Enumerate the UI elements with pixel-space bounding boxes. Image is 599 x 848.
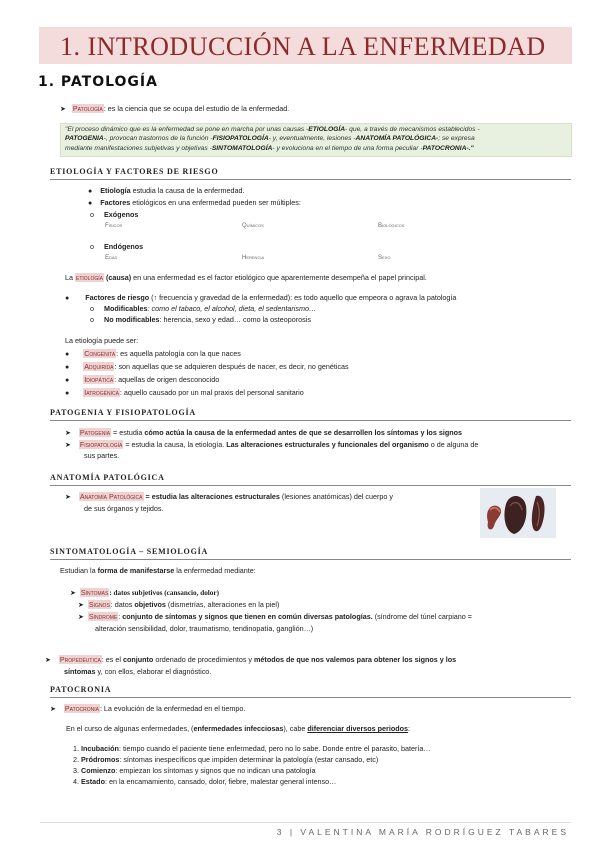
sub-endogenos — [90, 242, 143, 252]
pathology-specimen-image — [480, 488, 556, 538]
quote-text: "El proceso dinámico que es la enfermedad se pone en marcha por unas causas - — [65, 126, 309, 133]
exogenos-item: Biológicos — [378, 223, 405, 229]
term: Congénita — [84, 349, 116, 358]
patogenia-item — [65, 428, 462, 438]
sub-exogenos — [90, 210, 138, 220]
section-etiologia: ETIOLOGÍA Y FACTORES DE RIESGO — [50, 167, 571, 180]
text: = estudia la causa, la etiología. — [123, 440, 227, 449]
text: (lesiones anatómicas) del cuerpo y — [279, 492, 393, 501]
quote-box — [60, 123, 572, 157]
bold-text: = estudia las alteraciones estructurales — [143, 492, 280, 501]
list-number: 3. — [73, 766, 79, 776]
periods-list — [73, 743, 431, 788]
text: y, con ellos, elaborar el diagnóstico. — [95, 667, 212, 676]
list-item — [65, 387, 349, 400]
arrow-bullet-icon: ➤ — [65, 442, 71, 449]
quote-term: FISIOPATOLOGÍA — [212, 135, 269, 143]
text: : datos — [110, 600, 135, 609]
text: Estudian la — [60, 566, 98, 575]
arrow-bullet-icon: ➤ — [60, 106, 66, 113]
quote-text: -, provocan trastornos de la función - — [103, 135, 213, 143]
bold-text: forma de manifestarse — [97, 566, 175, 575]
text: etiológicos en una enfermedad pueden ser múltiples: — [130, 198, 301, 207]
bold-text: conjunto — [122, 655, 154, 664]
sindrome-line2: alteración sensibilidad, dolor, traumatismo, tendinopatía, ganglión…) — [95, 624, 314, 633]
text: : en la encamamiento, cansado, dolor, fiebre, malestar general intenso… — [104, 777, 337, 787]
patocronia-intro — [66, 724, 410, 734]
arrow-bullet-icon: ➤ — [50, 706, 56, 713]
bold-text: Etiología — [100, 186, 131, 195]
list-item — [73, 754, 431, 765]
text: ), cabe — [283, 724, 308, 733]
list-item — [73, 743, 431, 754]
text: : empiezan los síntomas y signos que no indican una patología — [115, 766, 316, 776]
text: : herencia, sexo y edad… como la osteoporosis — [159, 315, 311, 324]
bold-text: Estado — [81, 777, 105, 787]
quote-term: ANATOMÍA PATOLÓGICA- — [355, 135, 439, 143]
bullet-icon: ● — [65, 295, 70, 302]
bold-text: conjunto de síntomas y signos que tienen en común diversas patologías. — [122, 612, 373, 621]
sub-no-modificables — [90, 315, 311, 325]
quote-text: - y, eventualmente, lesiones - — [268, 135, 356, 143]
bold-text: (causa) — [103, 273, 132, 282]
sub-modificables — [90, 304, 316, 314]
propedeutica-line2 — [64, 667, 211, 677]
bullet-factores — [88, 198, 301, 208]
bullet-icon: ● — [88, 200, 93, 207]
circle-bullet-icon: o — [90, 315, 94, 324]
circle-bullet-icon: o — [90, 304, 94, 313]
list-item — [65, 361, 349, 374]
bold-text: Endógenos — [104, 242, 144, 251]
text: : son aquellas que se adquieren después de nacer, es decir, no genéticas — [114, 361, 349, 371]
section-anatomia: ANATOMÍA PATOLÓGICA — [50, 473, 571, 486]
section-heading-patologia: 1. PATOLOGÍA — [38, 74, 158, 90]
term: Idiopática — [84, 374, 114, 384]
propedeutica-item — [45, 655, 456, 665]
bold-text: Las alteraciones estructurales y funcionales del organismo — [226, 440, 429, 449]
term-signos: Signos — [88, 600, 110, 609]
text: : — [118, 612, 123, 621]
endogenos-item: Edad — [105, 255, 118, 261]
quote-term: PATOCRONIA-." — [422, 144, 474, 152]
list-number: 1. — [73, 744, 79, 753]
quote-term: SINTOMATOLOGÍA — [211, 144, 273, 152]
fisiopatologia-line2: sus partes. — [84, 451, 120, 460]
text: : síntomas inespecíficos que impiden determinar la patología (estar cansado, etc) — [119, 755, 379, 765]
sinto-intro — [60, 566, 256, 576]
arrow-bullet-icon: ➤ — [45, 657, 51, 664]
bullet-icon: ● — [65, 351, 70, 358]
arrow-bullet-icon: ➤ — [65, 494, 71, 501]
text: (↑ frecuencia y gravedad de la enfermedad): es todo aquello que empeora o agrava la patología — [149, 293, 457, 302]
arrow-bullet-icon: ➤ — [65, 430, 71, 437]
arrow-bullet-icon: ➤ — [78, 602, 84, 609]
sindrome-item — [78, 612, 472, 622]
quote-text: - y evoluciona en el tiempo de una forma peculiar - — [272, 144, 423, 152]
exogenos-item: Químicos — [242, 223, 264, 229]
term-patocronia: Patocronia — [64, 704, 99, 713]
term-patologia: Patología — [72, 104, 103, 113]
arrow-bullet-icon: ➤ — [70, 590, 76, 597]
text: : — [408, 724, 411, 733]
bullet-icon: ● — [65, 363, 70, 371]
bullet-icon: ● — [65, 389, 70, 397]
quote-term: PATOGENIA — [65, 135, 104, 143]
sintomas-item — [70, 588, 219, 599]
term-etiologia: etiología — [76, 273, 103, 282]
text: : como el tabaco, el alcohol, dieta, el sedentarismo… — [147, 304, 317, 313]
circle-bullet-icon: o — [90, 210, 94, 219]
text: o de alguna de — [428, 440, 479, 449]
text: : es el — [101, 655, 123, 664]
exogenos-item: Físicos — [105, 223, 123, 229]
bold-text: síntomas — [64, 667, 96, 676]
text: : aquello causado por un mal praxis del personal sanitario — [119, 387, 304, 397]
section-patogenia: PATOGENIA Y FISIOPATOLOGÍA — [50, 408, 571, 421]
section-patocronia: PATOCRONIA — [50, 685, 571, 698]
text: : es aquella patología con la que naces — [116, 349, 241, 358]
page-title: 1. INTRODUCCIÓN A LA ENFERMEDAD — [60, 32, 546, 61]
list-number: 2. — [73, 755, 79, 765]
term-fisiopatologia: Fisiopatología — [79, 440, 123, 449]
bold-text: cómo actúa la causa de la enfermedad antes de que se desarrollen los síntomas y los signos — [144, 428, 462, 437]
quote-text: ; se expresa — [438, 135, 475, 143]
etiologia-types-list — [65, 348, 349, 399]
bold-text: métodos de que nos valemos para obtener los signos y los — [254, 655, 457, 664]
endogenos-item: Sexo — [378, 255, 391, 261]
bullet-icon: ● — [65, 376, 70, 384]
bullet-icon: ● — [88, 188, 93, 195]
quote-term: ETIOLOGÍA — [308, 126, 346, 133]
bold-text: Incubación — [81, 744, 119, 753]
text: = estudia — [111, 428, 145, 437]
circle-bullet-icon: o — [90, 242, 94, 251]
term-sindrome: Síndrome — [88, 612, 118, 621]
bold-text: Modificables — [104, 304, 148, 313]
underlined-text: diferenciar diversos periodos — [307, 724, 409, 733]
patologia-text: : es la ciencia que se ocupa del estudio de la enfermedad. — [103, 104, 290, 113]
footer-divider — [40, 822, 571, 823]
etiologia-paragraph — [65, 273, 427, 283]
bold-text: Factores — [100, 198, 131, 207]
list-item — [65, 348, 349, 361]
fisiopatologia-item — [65, 440, 478, 450]
bold-text: Comienzo — [81, 766, 116, 776]
term-sintomas: Síntomas — [80, 588, 109, 597]
bold-text: No modificables — [104, 315, 160, 324]
text: ordenado de procedimientos y — [153, 655, 255, 664]
anatomia-line2: de sus órganos y tejidos. — [84, 504, 164, 513]
text: (síndrome del túnel carpiano = — [372, 612, 472, 621]
quote-text: - que, a través de mecanismos establecidos - — [345, 126, 480, 133]
list-item — [65, 374, 349, 387]
bold-text: objetivos — [134, 600, 166, 609]
signos-item — [78, 600, 279, 610]
section-sintomatologia: SINTOMATOLOGÍA – SEMIOLOGÍA — [50, 547, 571, 560]
term-anatomia: Anatomía Patológica — [79, 492, 143, 501]
bold-text: Exógenos — [104, 210, 139, 219]
term: Iatrogénica — [84, 387, 119, 397]
term-patogenia: Patogenia — [79, 428, 111, 437]
text: : tiempo cuando el paciente tiene enfermedad, pero no lo sabe. Donde entre el parasito, batería… — [118, 744, 431, 753]
text: : La evolución de la enfermedad en el tiempo. — [99, 704, 246, 713]
bullet-etiologia — [88, 186, 244, 196]
bold-text: Factores de riesgo — [85, 293, 150, 302]
list-item — [73, 776, 431, 787]
endogenos-item: Herencia — [242, 255, 265, 261]
bullet-factores-riesgo — [65, 293, 456, 303]
arrow-bullet-icon: ➤ — [78, 614, 84, 621]
list-number: 4. — [73, 777, 79, 787]
patologia-definition — [60, 104, 289, 114]
bold-text: enfermedades infecciosas — [193, 724, 284, 733]
list-item — [73, 765, 431, 776]
text: estudia la causa de la enfermedad. — [130, 186, 245, 195]
text: (dismetrías, alteraciones en la piel) — [165, 600, 280, 609]
etiologia-puede-ser: La etiología puede ser: — [65, 336, 139, 345]
patocronia-item — [50, 704, 245, 714]
anatomia-item — [65, 492, 393, 502]
text: En el curso de algunas enfermedades, ( — [66, 724, 194, 733]
text: La — [65, 273, 75, 282]
page-footer: 3 | VALENTINA MARÍA RODRÍGUEZ TABARES — [276, 827, 569, 837]
text: en una enfermedad es el factor etiológico que aparentemente desempeña el papel principal. — [131, 273, 427, 282]
text: la enfermedad mediante: — [174, 566, 256, 575]
term-propedeutica: Propedéutica — [59, 655, 101, 664]
term: Adquirida — [84, 361, 114, 371]
text: : aquellas de origen desconocido — [114, 374, 220, 384]
quote-text: mediante manifestaciones subjetivas y objetivas - — [65, 144, 212, 152]
bold-text: : datos subjetivos (cansancio, dolor) — [109, 589, 219, 597]
bold-text: Pródromos — [81, 755, 120, 765]
